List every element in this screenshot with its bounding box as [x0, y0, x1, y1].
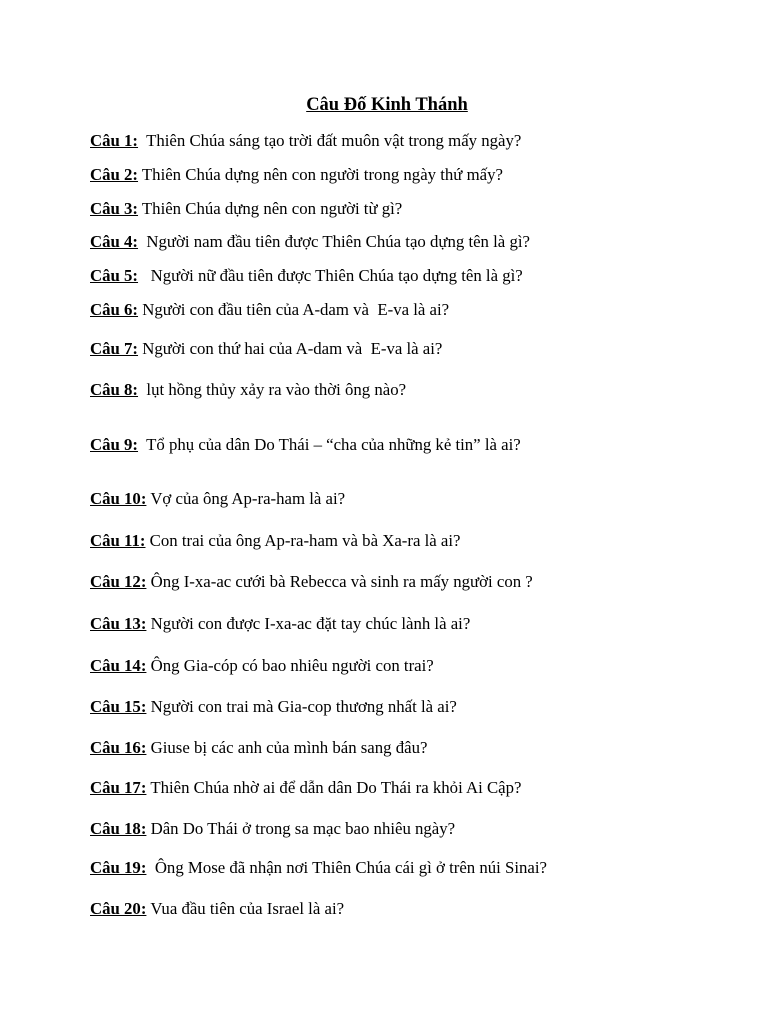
question-17	[90, 778, 521, 798]
question-text: Dân Do Thái ở trong sa mạc bao nhiêu ngày?	[146, 819, 456, 838]
document-title: Câu Đố Kinh Thánh	[306, 95, 468, 115]
question-7	[90, 339, 442, 359]
question-18	[90, 819, 455, 839]
question-14	[90, 656, 434, 676]
question-10	[90, 489, 345, 509]
question-label: Câu 2:	[90, 165, 139, 184]
question-text: Vợ của ông Ap-ra-ham là ai?	[146, 489, 346, 508]
question-label: Câu 17:	[90, 778, 147, 797]
question-text: Ông I-xa-ac cưới bà Rebecca và sinh ra mấy người con ?	[146, 572, 533, 591]
question-text: Thiên Chúa dựng nên con người trong ngày thứ mấy?	[138, 165, 503, 184]
question-5	[90, 266, 523, 286]
question-13	[90, 614, 470, 634]
question-15	[90, 697, 457, 717]
question-text: Giuse bị các anh của mình bán sang đâu?	[146, 738, 428, 757]
question-8	[90, 380, 406, 400]
question-9	[90, 435, 521, 455]
question-text: Vua đầu tiên của Israel là ai?	[146, 899, 345, 918]
question-label: Câu 1:	[90, 131, 139, 150]
question-label: Câu 3:	[90, 199, 139, 218]
question-text: Người con thứ hai của A-dam và E-va là ai?	[138, 339, 443, 358]
question-text: Người con đầu tiên của A-dam và E-va là ai?	[138, 300, 450, 319]
question-label: Câu 13:	[90, 614, 147, 633]
question-16	[90, 738, 427, 758]
question-11	[90, 531, 460, 551]
question-label: Câu 15:	[90, 697, 147, 716]
question-text: Người con được I-xa-ac đặt tay chúc lành là ai?	[146, 614, 471, 633]
question-label: Câu 18:	[90, 819, 147, 838]
question-label: Câu 11:	[90, 531, 146, 550]
question-20	[90, 899, 344, 919]
question-1	[90, 131, 521, 151]
question-text: Người nữ đầu tiên được Thiên Chúa tạo dựng tên là gì?	[138, 266, 523, 285]
question-12	[90, 572, 533, 592]
question-2	[90, 165, 503, 185]
question-text: Thiên Chúa dựng nên con người từ gì?	[138, 199, 403, 218]
question-label: Câu 19:	[90, 858, 147, 877]
question-label: Câu 12:	[90, 572, 147, 591]
question-text: Thiên Chúa sáng tạo trời đất muôn vật trong mấy ngày?	[138, 131, 522, 150]
question-19	[90, 858, 547, 878]
question-text: Người nam đầu tiên được Thiên Chúa tạo dựng tên là gì?	[138, 232, 530, 251]
question-3	[90, 199, 402, 219]
question-label: Câu 7:	[90, 339, 139, 358]
question-6	[90, 300, 449, 320]
question-text: Tổ phụ của dân Do Thái – “cha của những kẻ tin” là ai?	[138, 435, 521, 454]
question-text: lụt hồng thủy xảy ra vào thời ông nào?	[138, 380, 407, 399]
question-label: Câu 9:	[90, 435, 139, 454]
question-label: Câu 5:	[90, 266, 139, 285]
question-label: Câu 14:	[90, 656, 147, 675]
question-label: Câu 16:	[90, 738, 147, 757]
question-label: Câu 8:	[90, 380, 139, 399]
question-text: Người con trai mà Gia-cop thương nhất là ai?	[146, 697, 457, 716]
question-label: Câu 6:	[90, 300, 139, 319]
question-4	[90, 232, 530, 252]
question-label: Câu 10:	[90, 489, 147, 508]
question-label: Câu 20:	[90, 899, 147, 918]
question-label: Câu 4:	[90, 232, 139, 251]
question-text: Ông Gia-cóp có bao nhiêu người con trai?	[146, 656, 434, 675]
question-text: Ông Mose đã nhận nơi Thiên Chúa cái gì ở trên núi Sinai?	[146, 858, 547, 877]
question-text: Con trai của ông Ap-ra-ham và bà Xa-ra là ai?	[145, 531, 461, 550]
question-text: Thiên Chúa nhờ ai để dẫn dân Do Thái ra khỏi Ai Cập?	[146, 778, 522, 797]
